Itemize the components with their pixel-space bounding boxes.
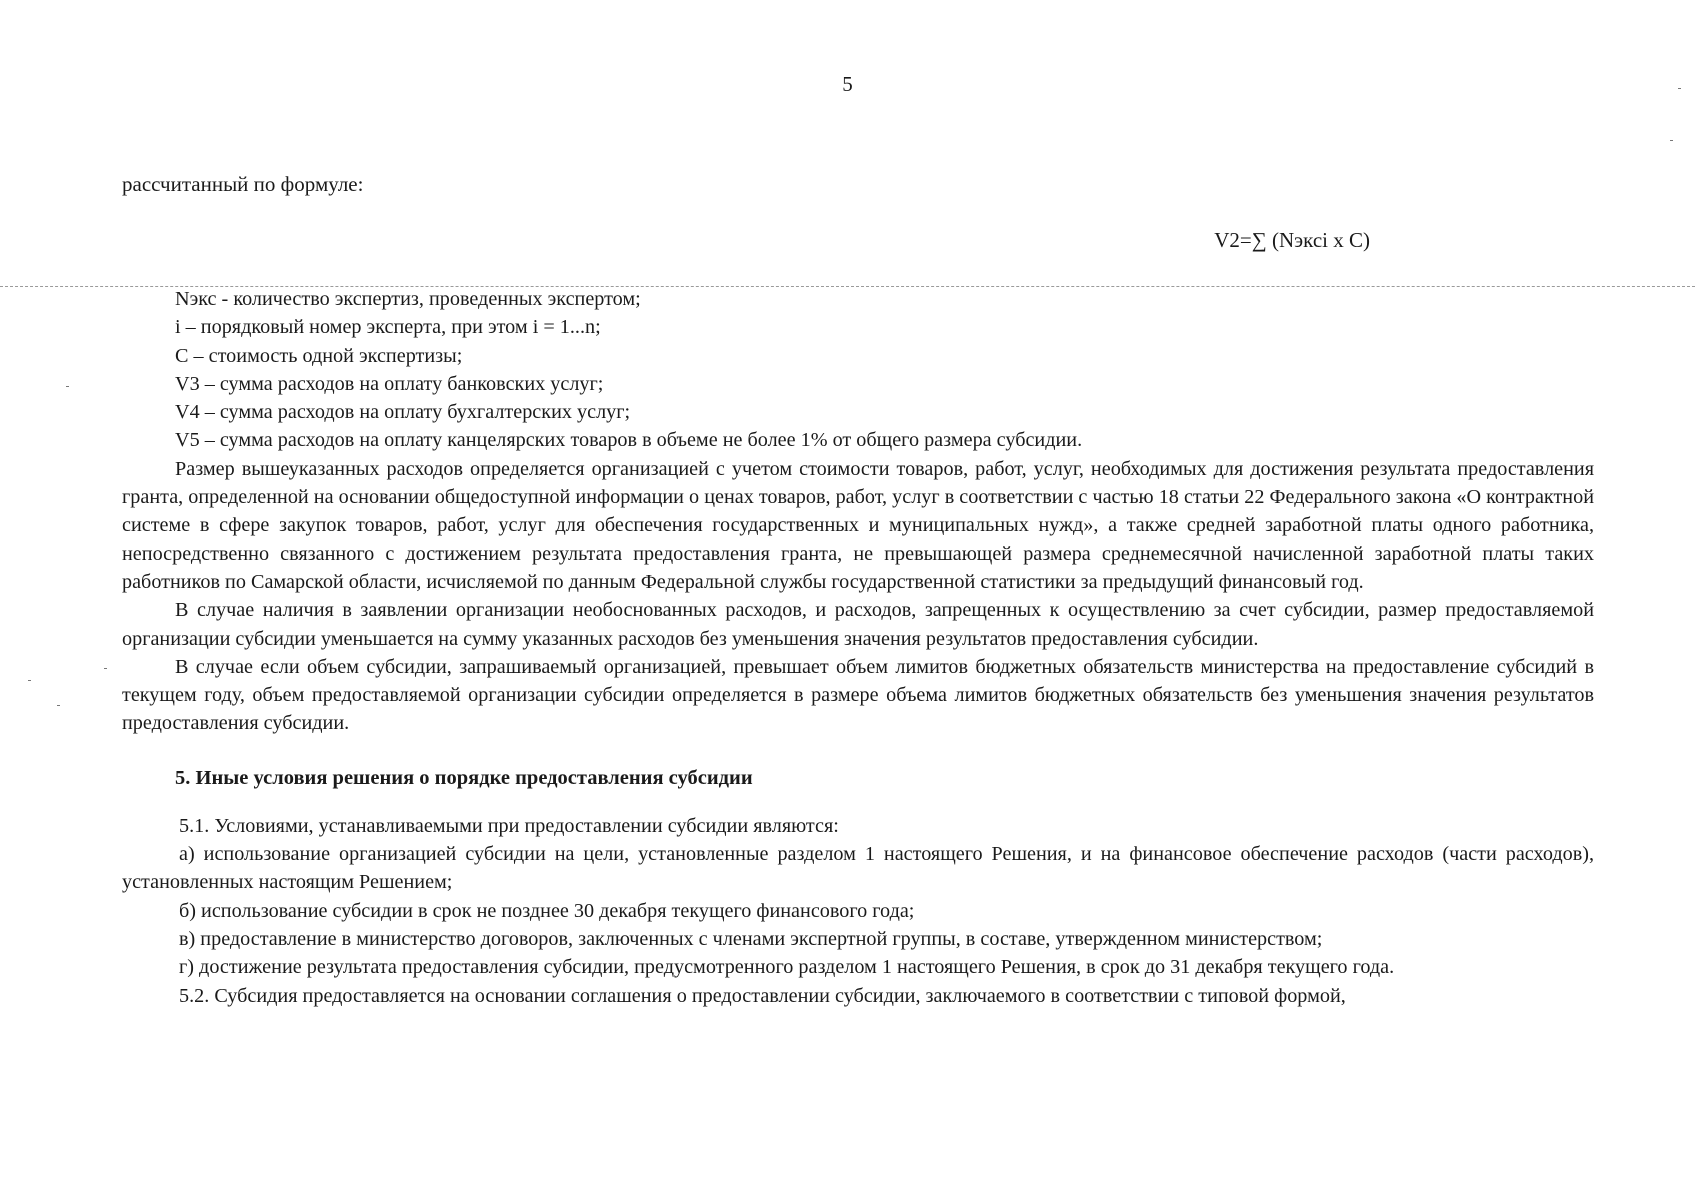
formula: V2=∑ (Nэксi x C)	[1214, 228, 1370, 252]
clause-5-1: 5.1. Условиями, устанавливаемыми при предоставлении субсидии являются:	[179, 814, 839, 837]
clause-5-1-g: г) достижение результата предоставления субсидии, предусмотренного разделом 1 настоящего Решения, в срок до 31 декабря текущего года.	[179, 956, 1395, 979]
scan-speck	[1670, 140, 1673, 141]
definition-item: V3 – сумма расходов на оплату банковских услуг;	[175, 372, 604, 395]
document-body	[122, 285, 1594, 1010]
section-heading: 5. Иные условия решения о порядке предоставления субсидии	[175, 766, 753, 789]
definition-item: V4 – сумма расходов на оплату бухгалтерских услуг;	[175, 401, 631, 424]
clause-5-1-v: в) предоставление в министерство договоров, заключенных с членами экспертной группы, в составе, утвержденном министерством;	[179, 927, 1323, 950]
definition-item: V5 – сумма расходов на оплату канцелярских товаров в объеме не более 1% от общего размера субсидии.	[175, 429, 1083, 452]
paragraph-unjustified-expenses: В случае наличия в заявлении организации необоснованных расходов, и расходов, запрещенных к осуществлению за счет субсидии, размер предоставляемой организации субсидии уменьшается на сумму указанных расходов без уменьшения значения результатов предоставления субсидии.	[122, 599, 1594, 650]
lead-line: рассчитанный по формуле:	[122, 172, 364, 196]
scan-speck	[57, 705, 60, 706]
scan-speck	[28, 680, 31, 681]
paragraph-budget-limits: В случае если объем субсидии, запрашиваемый организацией, превышает объем лимитов бюджетных обязательств министерства на предоставление субсидий в текущем году, объем предоставляемой организации субсидии определяется в размере объема лимитов бюджетных обязательств без уменьшения значения результатов предоставления субсидии.	[122, 655, 1594, 735]
clause-5-1-b: б) использование субсидии в срок не позднее 30 декабря текущего финансового года;	[179, 899, 915, 922]
clause-5-1-a: а) использование организацией субсидии на цели, установленные разделом 1 настоящего Решения, и на финансовое обеспечение расходов (части расходов), установленных настоящим Решением;	[122, 843, 1594, 894]
page-number: 5	[842, 72, 853, 96]
paragraph-expense-size: Размер вышеуказанных расходов определяется организацией с учетом стоимости товаров, работ, услуг, необходимых для достижения результата предоставления гранта, определенной на основании общедоступной информации о ценах товаров, работ, услуг в соответствии с частью 18 статьи 22 Федерального закона «О контрактной системе в сфере закупок товаров, работ, услуг для обеспечения государственных и муниципальных нужд», а также средней заработной платы одного работника, непосредственно связанного с достижением результата предоставления гранта, не превышающей размера среднемесячной начисленной заработной платы таких работников по Самарской области, исчисляемой по данным Федеральной службы государственной статистики за предыдущий финансовый год.	[122, 457, 1594, 593]
definition-item: Nэкс - количество экспертиз, проведенных экспертом;	[175, 288, 641, 310]
definition-item: С – стоимость одной экспертизы;	[175, 344, 463, 367]
definition-list	[122, 285, 1594, 455]
definition-item: i – порядковый номер эксперта, при этом i = 1...n;	[175, 316, 601, 339]
scan-speck	[104, 668, 107, 669]
scan-speck	[66, 386, 69, 387]
scan-speck	[1678, 88, 1681, 89]
clause-5-2: 5.2. Субсидия предоставляется на основании соглашения о предоставлении субсидии, заключаемого в соответствии с типовой формой,	[179, 984, 1346, 1007]
